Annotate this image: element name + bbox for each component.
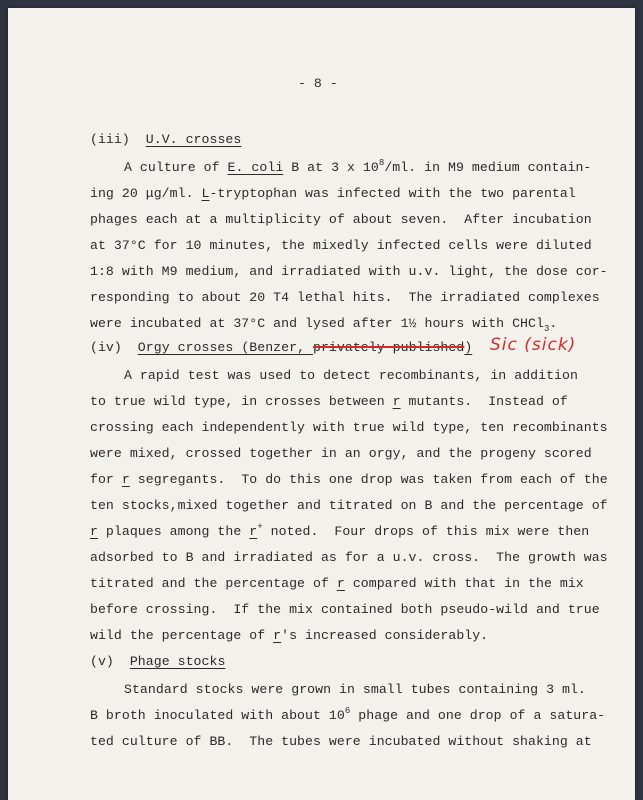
document-page <box>8 8 635 800</box>
section-number: (iv) <box>90 340 122 355</box>
section-number: (v) <box>90 654 114 669</box>
text-line: for r segregants. To do this one drop was taken from each of the <box>90 472 608 487</box>
text-line: to true wild type, in crosses between r mutants. Instead of <box>90 394 568 409</box>
text-line: adsorbed to B and irradiated as for a u.v. cross. The growth was <box>90 550 608 565</box>
text-line: titrated and the percentage of r compared with that in the mix <box>90 576 584 591</box>
text-line: responding to about 20 T4 lethal hits. The irradiated complexes <box>90 290 600 305</box>
struck-text: privately published <box>313 340 465 355</box>
section-heading-phage <box>90 654 225 669</box>
section-title: U.V. crosses <box>145 132 242 147</box>
text-line: ing 20 μg/ml. L-tryptophan was infected with the two parental <box>90 186 576 201</box>
text-line: were mixed, crossed together in an orgy, and the progeny scored <box>90 446 592 461</box>
text-line: phages each at a multiplicity of about seven. After incubation <box>90 212 592 227</box>
text-line: crossing each independently with true wild type, ten recombinants <box>90 420 608 435</box>
text-line: ten stocks,mixed together and titrated on B and the percentage of <box>90 498 608 513</box>
section-title: Phage stocks <box>129 654 226 669</box>
text-line: A culture of E. coli B at 3 x $10^8/ml$. in M9 medium contain- <box>124 158 592 175</box>
section-heading-uv <box>90 132 241 147</box>
text-line: A rapid test was used to detect recombinants, in addition <box>124 368 578 383</box>
page-number: - 8 - <box>298 76 338 91</box>
text-line: wild the percentage of r's increased considerably. <box>90 628 489 643</box>
handwritten-annotation: Sic (sick) <box>490 335 577 355</box>
text-line: were incubated at 37°C and lysed after 1½ hours with CHCl$_3$. <box>90 316 558 334</box>
text-line: r plaques among the r+ noted. Four drops of this mix were then <box>90 522 590 539</box>
text-line: at 37°C for 10 minutes, the mixedly infected cells were diluted <box>90 238 592 253</box>
text-line: 1:8 with M9 medium, and irradiated with u.v. light, the dose cor- <box>90 264 608 279</box>
section-heading-orgy: (iv) Orgy crosses (Benzer, privately published) <box>90 340 473 355</box>
text-line: ted culture of BB. The tubes were incubated without shaking at <box>90 734 592 749</box>
text-line: before crossing. If the mix contained both pseudo-wild and true <box>90 602 600 617</box>
text-line: B broth inoculated with about $10^6$ phage and one drop of a satura- <box>90 706 606 723</box>
section-number: (iii) <box>90 132 130 147</box>
text-line: Standard stocks were grown in small tubes containing 3 ml. <box>124 682 586 697</box>
